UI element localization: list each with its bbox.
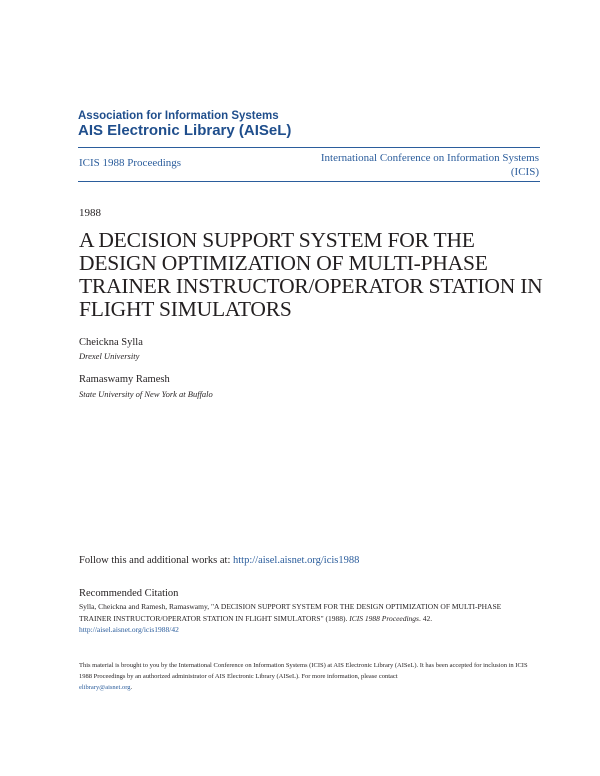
author-affiliation: State University of New York at Buffalo xyxy=(79,389,213,399)
citation-end: . 42. xyxy=(418,613,433,623)
conference-line-2: (ICIS) xyxy=(510,166,539,178)
footer-end: . xyxy=(130,684,133,691)
follow-line xyxy=(79,555,359,566)
paper-year: 1988 xyxy=(79,207,101,219)
author-name: Cheickna Sylla xyxy=(79,337,143,348)
header-divider-bottom xyxy=(78,181,540,182)
footer-text: This material is brought to you by the International Conference on Information Systems (ICIS) at AIS Electronic Library (AISeL). It has been accepted for inclusion in ICIS 1988 Proceedings by an authorized administrator of AIS Electronic Library (AISeL). For more information, please contact xyxy=(79,662,528,680)
footer-notice xyxy=(79,660,529,693)
contact-email-link[interactable]: elibrary@aisnet.org xyxy=(79,684,131,691)
org-name: Association for Information Systems xyxy=(78,110,279,122)
library-name[interactable]: AIS Electronic Library (AISeL) xyxy=(78,122,292,139)
conference-line-1: International Conference on Information Systems xyxy=(320,152,539,164)
citation-link[interactable]: http://aisel.aisnet.org/icis1988/42 xyxy=(79,625,179,634)
citation-proceedings: ICIS 1988 Proceedings xyxy=(349,613,419,623)
citation-text xyxy=(79,601,529,636)
follow-text: Follow this and additional works at: xyxy=(79,555,231,566)
header-divider-top xyxy=(78,147,540,148)
conference-link[interactable] xyxy=(299,151,539,179)
author-name: Ramaswamy Ramesh xyxy=(79,374,170,385)
citation-main: Sylla, Cheickna and Ramesh, Ramaswamy, "A DECISION SUPPORT SYSTEM FOR THE DESIGN OPTIMIZATION OF MULTI-PHASE TRAINER INSTRUCTOR/OPERATOR STATION IN FLIGHT SIMULATORS" (1988). xyxy=(79,602,502,623)
proceedings-link[interactable]: ICIS 1988 Proceedings xyxy=(79,157,182,169)
author-affiliation: Drexel University xyxy=(79,351,140,361)
paper-title: A DECISION SUPPORT SYSTEM FOR THE DESIGN OPTIMIZATION OF MULTI-PHASE TRAINER INSTRUCTOR/OPERATOR STATION IN FLIGHT SIMULATORS xyxy=(79,228,543,321)
citation-heading: Recommended Citation xyxy=(79,588,179,599)
follow-link[interactable]: http://aisel.aisnet.org/icis1988 xyxy=(233,555,360,566)
